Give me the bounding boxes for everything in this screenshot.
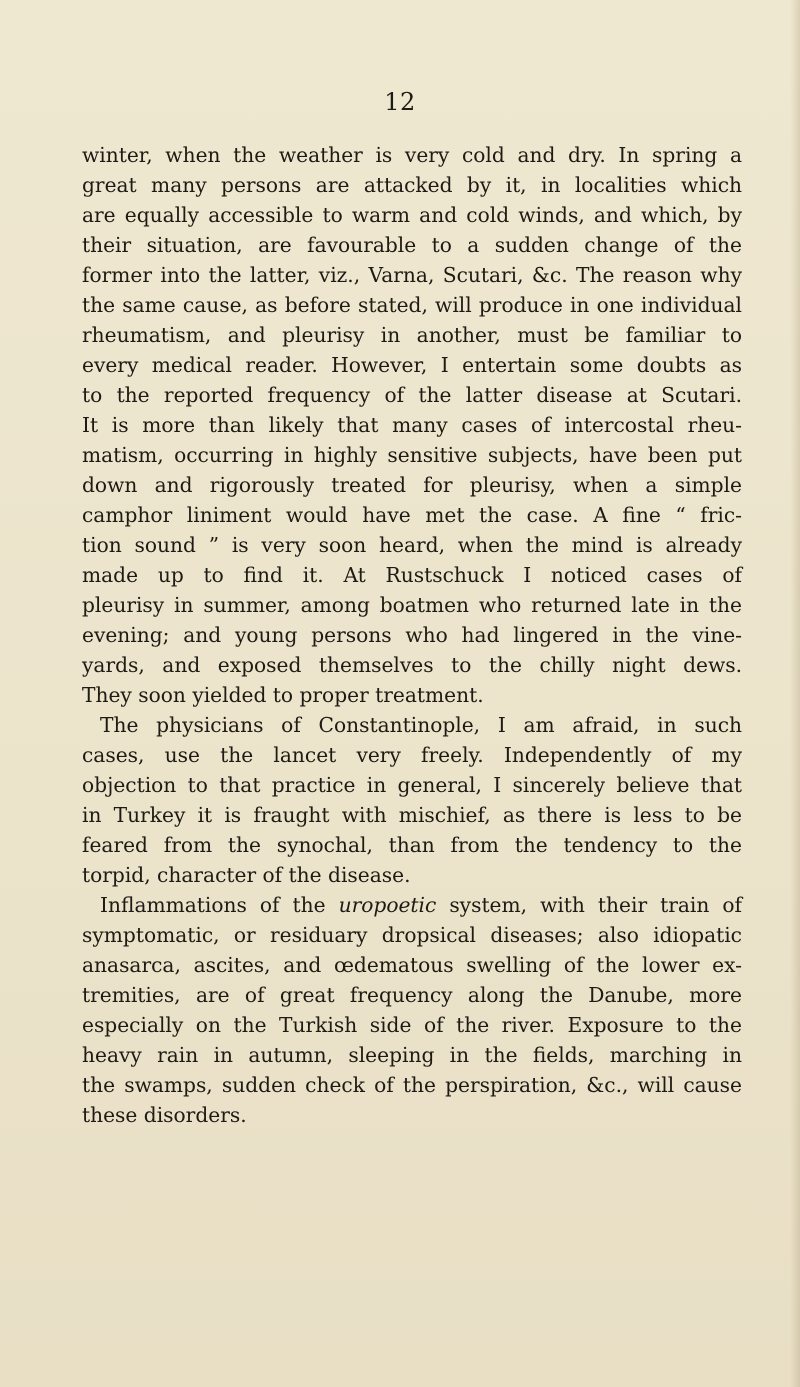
text-line: torpid, character of the disease. — [82, 863, 411, 887]
text-line: The physicians of Constantinople, I am afraid, in such — [100, 713, 742, 737]
text-line: They soon yielded to proper treatment. — [82, 683, 484, 707]
text-line: symptomatic, or residuary dropsical diseases; also idiopatic — [82, 923, 742, 947]
text-line: Inflammations of the uropoetic system, with their train of — [100, 893, 742, 917]
text-line: every medical reader. However, I entertain some doubts as — [82, 353, 742, 377]
text-line: objection to that practice in general, I sincerely believe that — [82, 773, 742, 797]
text-line: these disorders. — [82, 1103, 247, 1127]
text-line: pleurisy in summer, among boatmen who returned late in the — [82, 593, 742, 617]
text-line: feared from the synochal, than from the tendency to the — [82, 833, 742, 857]
text-line: in Turkey it is fraught with mischief, as there is less to be — [82, 803, 742, 827]
text-line: are equally accessible to warm and cold winds, and which, by — [82, 203, 742, 227]
text-line: to the reported frequency of the latter disease at Scutari. — [82, 383, 742, 407]
text-line: tremities, are of great frequency along the Danube, more — [82, 983, 742, 1007]
text-line: It is more than likely that many cases of intercostal rheu- — [82, 413, 742, 437]
body-text — [82, 140, 742, 1130]
text-line: matism, occurring in highly sensitive subjects, have been put — [82, 443, 742, 467]
text-line: rheumatism, and pleurisy in another, must be familiar to — [82, 323, 742, 347]
text-line: anasarca, ascites, and œdematous swelling of the lower ex- — [82, 953, 742, 977]
text-line: great many persons are attacked by it, in localities which — [82, 173, 742, 197]
text-line: camphor liniment would have met the case. A fine “ fric- — [82, 503, 742, 527]
text-line: cases, use the lancet very freely. Independently of my — [82, 743, 742, 767]
text-line: their situation, are favourable to a sudden change of the — [82, 233, 742, 257]
text-line: winter, when the weather is very cold and dry. In spring a — [82, 143, 742, 167]
text-line: the swamps, sudden check of the perspiration, &c., will cause — [82, 1073, 742, 1097]
page-number: 12 — [384, 88, 416, 116]
text-line: former into the latter, viz., Varna, Scutari, &c. The reason why — [82, 263, 742, 287]
text-line: heavy rain in autumn, sleeping in the fields, marching in — [82, 1043, 742, 1067]
text-line: the same cause, as before stated, will produce in one individual — [82, 293, 742, 317]
page-edge-shadow — [790, 0, 800, 1387]
text-line: made up to find it. At Rustschuck I noticed cases of — [82, 563, 742, 587]
text-line: especially on the Turkish side of the river. Exposure to the — [82, 1013, 742, 1037]
text-line: evening; and young persons who had lingered in the vine- — [82, 623, 742, 647]
text-line: down and rigorously treated for pleurisy, when a simple — [82, 473, 742, 497]
text-line: tion sound ” is very soon heard, when the mind is already — [82, 533, 742, 557]
text-line: yards, and exposed themselves to the chilly night dews. — [82, 653, 742, 677]
italic-term: uropoetic — [338, 893, 437, 917]
